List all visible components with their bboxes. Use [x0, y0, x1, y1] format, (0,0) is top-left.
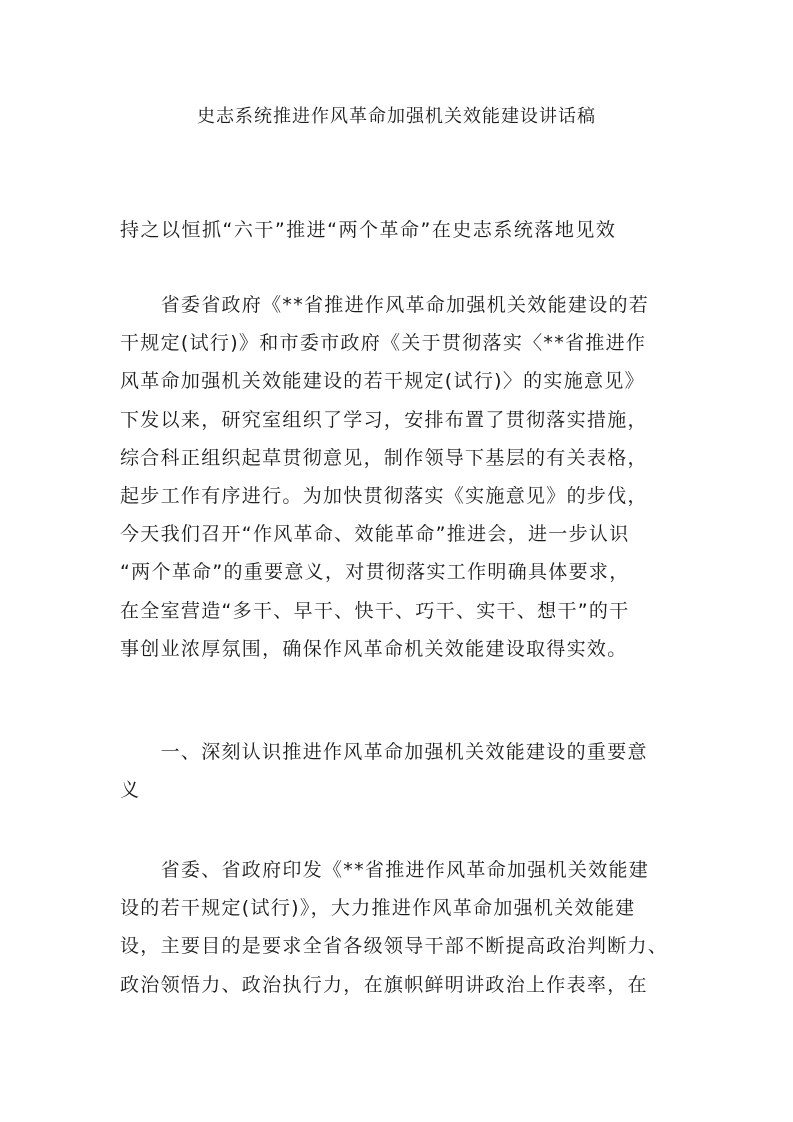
paragraph-line: 综合科正组织起草贯彻意见，制作领导下基层的有关表格，	[120, 446, 648, 469]
paragraph-intro	[120, 286, 685, 668]
document-subtitle: 持之以恒抓“六干”推进“两个革命”在史志系统落地见效	[120, 219, 617, 241]
paragraph-line: 设的若干规定(试行)》，大力推进作风革命加强机关效能建	[120, 897, 636, 920]
paragraph-line: 今天我们召开“作风革命、效能革命”推进会，进一步认识	[120, 523, 630, 546]
heading-line: 义	[120, 779, 141, 802]
paragraph-line: 起步工作有序进行。为加快贯彻落实《实施意见》的步伐，	[120, 484, 648, 507]
heading-line: 一、深刻认识推进作风革命加强机关效能建设的重要意	[120, 741, 648, 763]
paragraph-line: 省委省政府《**省推进作风革命加强机关效能建设的若	[120, 294, 650, 316]
paragraph-line: 下发以来，研究室组织了学习，安排布置了贯彻落实措施，	[120, 408, 648, 431]
paragraph-body	[120, 851, 685, 1004]
paragraph-line: 干规定(试行)》和市委市政府《关于贯彻落实〈**省推进作	[120, 332, 647, 355]
paragraph-line: 事创业浓厚氛围，确保作风革命机关效能建设取得实效。	[120, 637, 628, 660]
paragraph-line: 设，主要目的是要求全省各级领导干部不断提高政治判断力、	[120, 935, 669, 958]
document-title: 史志系统推进作风革命加强机关效能建设讲话稿	[197, 106, 596, 127]
paragraph-line: 政治领悟力、政治执行力，在旗帜鲜明讲政治上作表率，在	[120, 973, 648, 996]
paragraph-line: 省委、省政府印发《**省推进作风革命加强机关效能建	[120, 859, 650, 881]
section-heading-1	[120, 733, 685, 809]
paragraph-line: “两个革命”的重要意义，对贯彻落实工作明确具体要求，	[120, 561, 630, 584]
paragraph-line: 在全室营造“多干、早干、快干、巧干、实干、想干”的干	[120, 599, 630, 622]
paragraph-line: 风革命加强机关效能建设的若干规定(试行)〉的实施意见》	[120, 370, 645, 393]
